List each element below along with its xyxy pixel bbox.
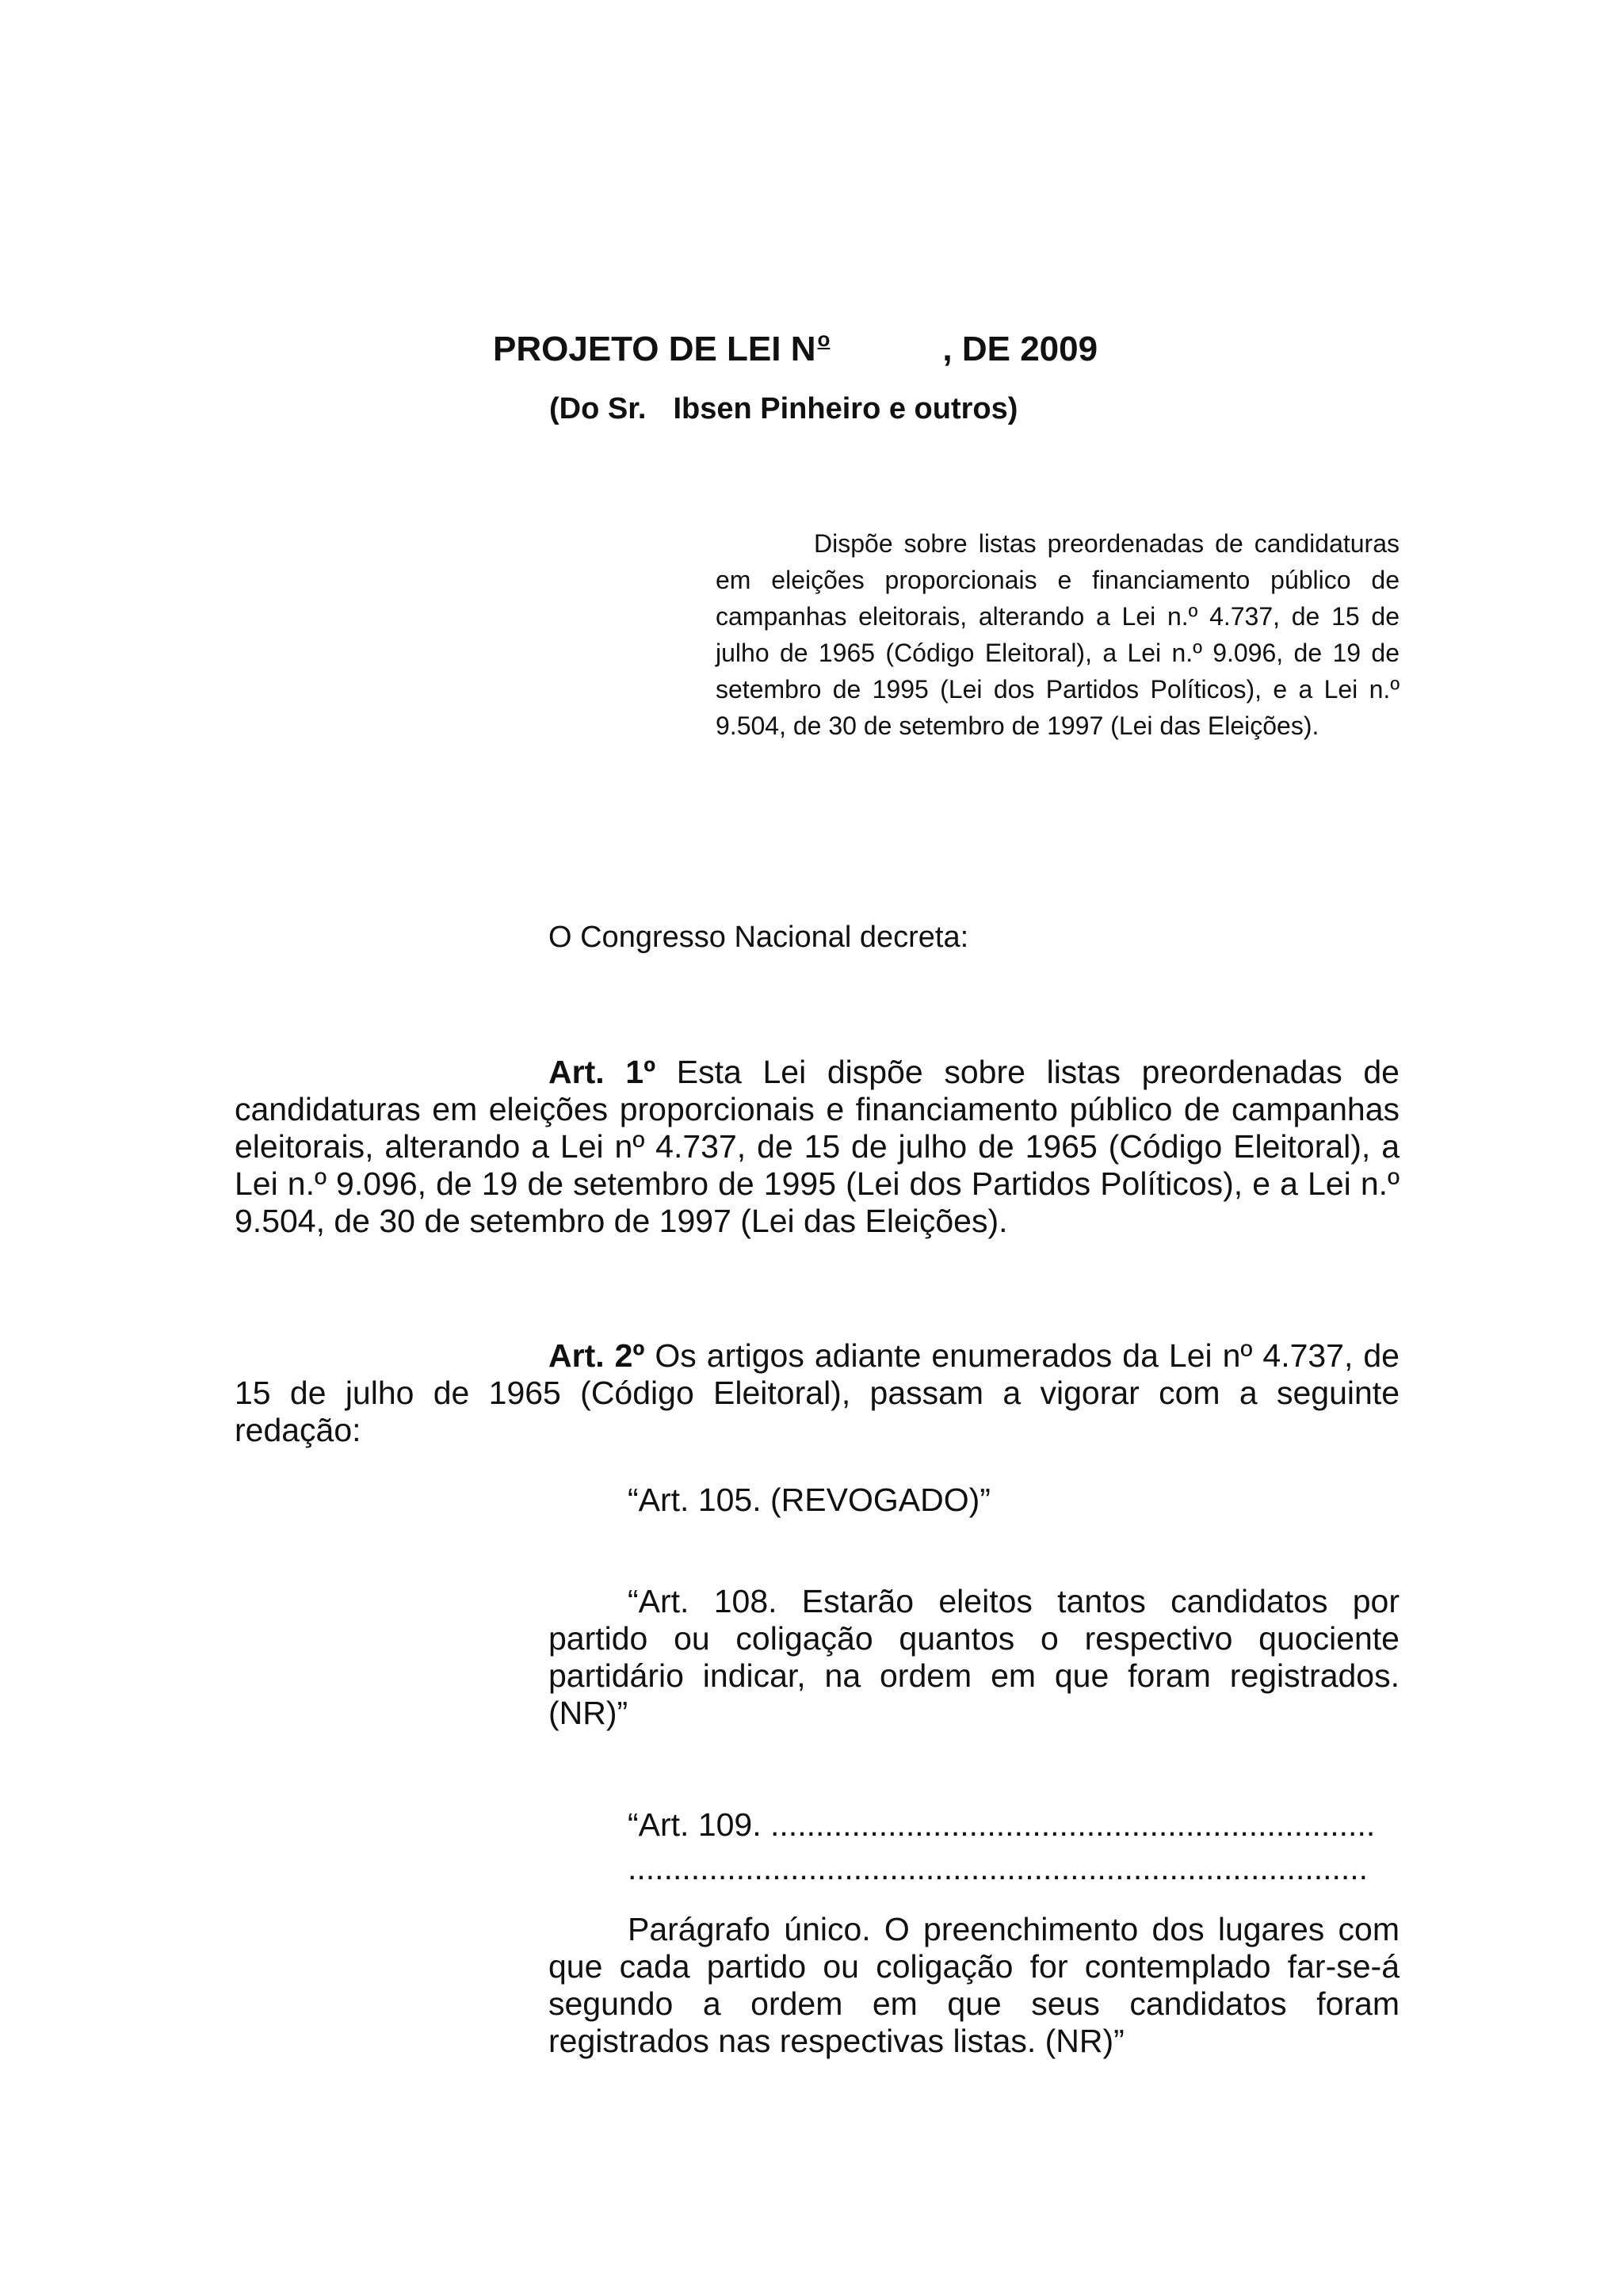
enacting-clause: O Congresso Nacional decreta: — [548, 921, 969, 954]
title-year: , DE 2009 — [942, 330, 1098, 368]
author-line — [549, 392, 1018, 426]
page-title — [493, 327, 1098, 369]
article-2 — [235, 1337, 1400, 1449]
article-2-text: Os artigos adiante enumerados da Lei nº 4.737, de 15 de julho de 1965 (Código Eleitoral), passam a vigorar com a seguinte redação: — [235, 1337, 1400, 1448]
author-prefix: (Do Sr. — [549, 392, 647, 425]
article-1 — [235, 1054, 1400, 1240]
quoted-article-109-paragraph: Parágrafo único. O preenchimento dos lugares com que cada partido ou coligação for contemplado far-se-á segundo a ordem em que seus candidatos foram registrados nas respectivas listas. (NR)” — [548, 1911, 1400, 2059]
article-1-label: Art. 1º — [548, 1054, 656, 1090]
title-prefix: PROJETO DE LEI N — [493, 330, 816, 368]
quoted-article-109-dots: .................................................................................. — [628, 1850, 1369, 1886]
quoted-article-109-head: “Art. 109. ................................................................... — [628, 1806, 1376, 1843]
quoted-article-105: “Art. 105. (REVOGADO)” — [628, 1482, 991, 1518]
article-1-text: Esta Lei dispõe sobre listas preordenadas de candidaturas em eleições proporcionais e financiamento público de campanhas eleitorais, alterando a Lei nº 4.737, de 15 de julho de 1965 (Código Eleitoral), a Lei n.º 9.096, de 19 de setembro de 1995 (Lei dos Partidos Políticos), e a Lei n.º 9.504, de 30 de setembro de 1997 (Lei das Eleições). — [235, 1054, 1400, 1239]
ementa-summary: Dispõe sobre listas preordenadas de candidaturas em eleições proporcionais e financiamento público de campanhas eleitorais, alterando a Lei n.º 4.737, de 15 de julho de 1965 (Código Eleitoral), a Lei n.º 9.096, de 19 de setembro de 1995 (Lei dos Partidos Políticos), e a Lei n.º 9.504, de 30 de setembro de 1997 (Lei das Eleições). — [716, 529, 1400, 740]
quoted-article-108: “Art. 108. Estarão eleitos tantos candidatos por partido ou coligação quantos o respectivo quociente partidário indicar, na ordem em que foram registrados. (NR)” — [548, 1583, 1400, 1731]
author-name: Ibsen Pinheiro e outros) — [673, 392, 1018, 425]
article-2-label: Art. 2º — [548, 1337, 645, 1374]
title-number-sign: o — [817, 327, 831, 351]
